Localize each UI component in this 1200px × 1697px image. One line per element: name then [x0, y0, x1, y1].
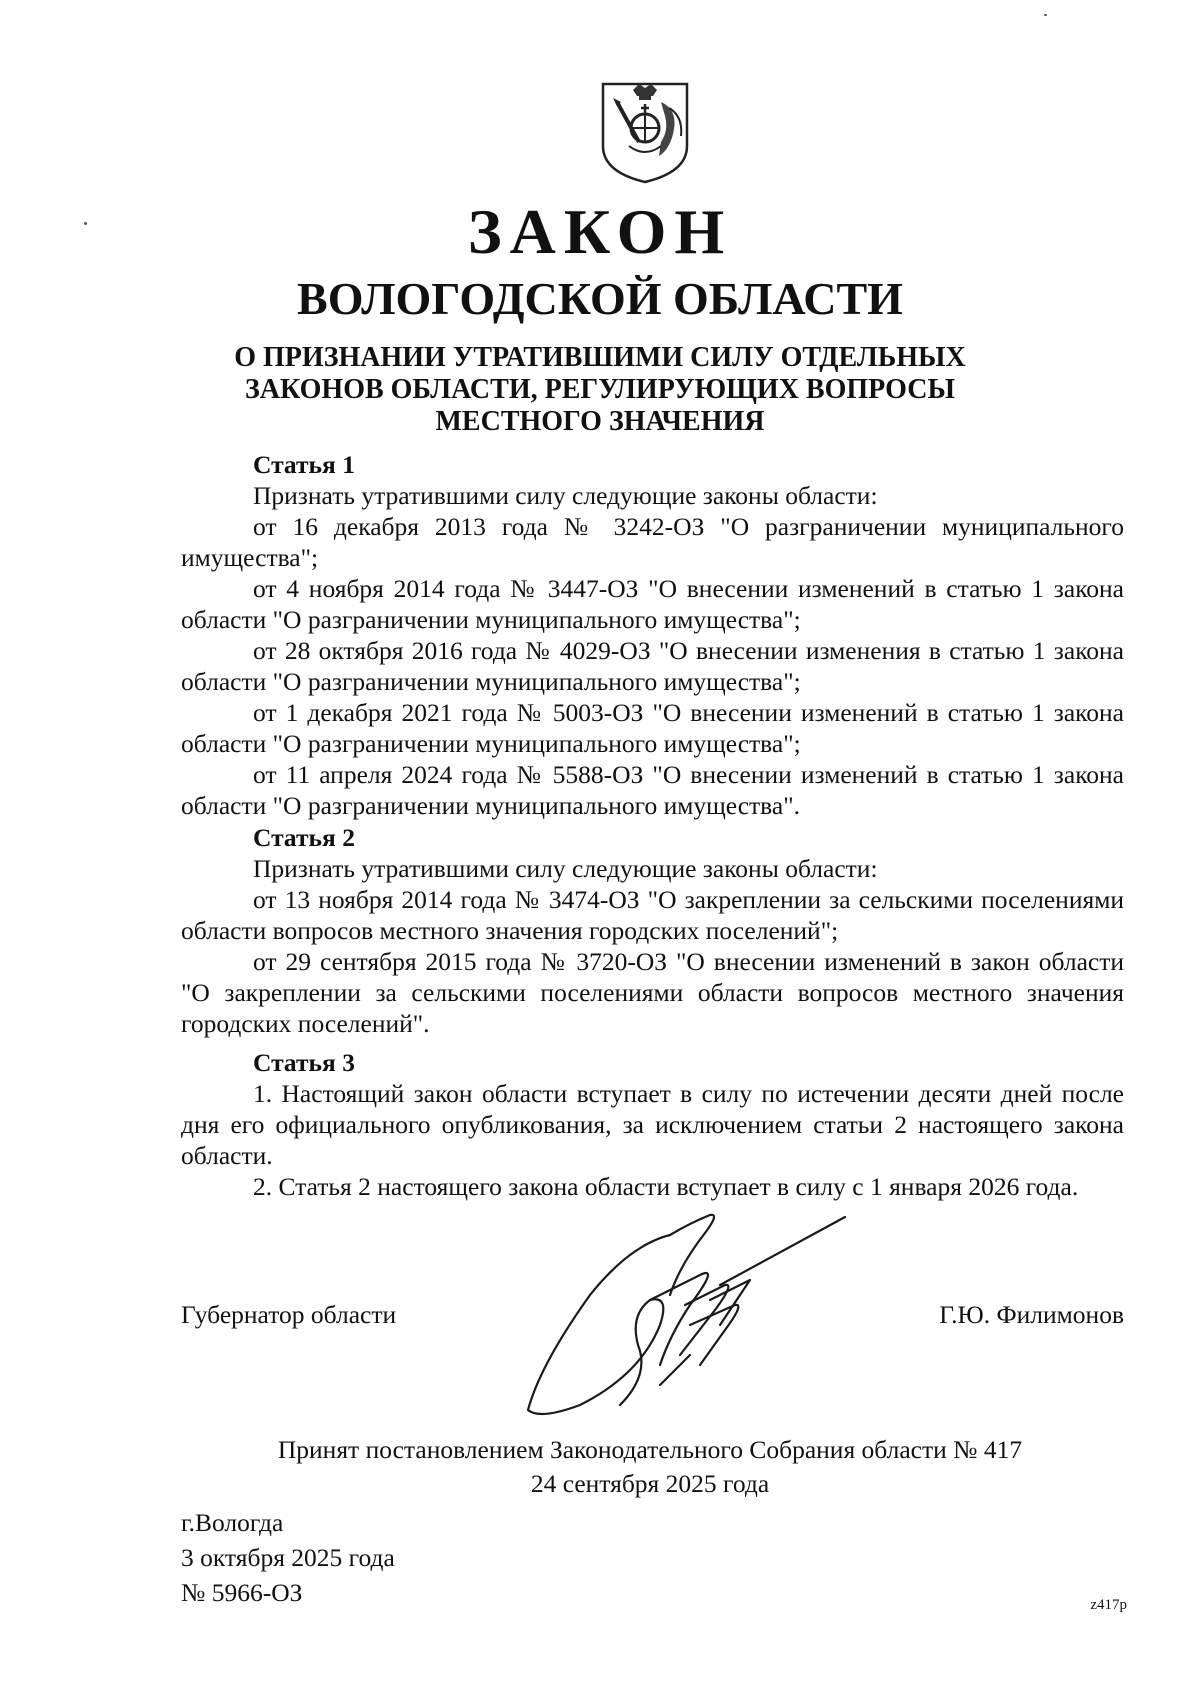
article-2 [181, 822, 1124, 1039]
article-paragraph: 1. Настоящий закон области вступает в силу по истечении десяти дней после дня его официального опубликования, за исключением статьи 2 настоящего закона области. [181, 1079, 1124, 1170]
article-heading: Статья 3 [253, 1048, 355, 1077]
handwritten-signature [520, 1205, 850, 1425]
document-type-title: ЗАКОН [467, 196, 733, 267]
city: г.Вологда [181, 1508, 284, 1537]
law-number: № 5966-ОЗ [181, 1578, 303, 1607]
region-title: ВОЛОГОДСКОЙ ОБЛАСТИ [297, 273, 903, 324]
article-paragraph: от 13 ноября 2014 года № 3474-ОЗ "О закреплении за сельскими поселениями области вопросов местного значения городских поселений"; [181, 885, 1124, 945]
signatory-name: Г.Ю. Филимонов [939, 1300, 1124, 1329]
article-3 [181, 1047, 1124, 1202]
article-heading: Статья 1 [253, 450, 355, 479]
document-code: z417p [1090, 1597, 1127, 1613]
signatory-position: Губернатор области [181, 1300, 397, 1329]
law-name [0, 342, 1200, 438]
article-paragraph: Признать утратившими силу следующие законы области: [253, 481, 878, 510]
article-paragraph: от 11 апреля 2024 года № 5588-ОЗ "О внесении изменений в статью 1 закона области "О разграничении муниципального имущества". [181, 760, 1124, 820]
article-paragraph: от 1 декабря 2021 года № 5003-ОЗ "О внесении изменений в статью 1 закона области "О разграничении муниципального имущества"; [181, 698, 1124, 758]
scan-speck [1044, 14, 1047, 16]
article-paragraph: от 28 октября 2016 года № 4029-ОЗ "О внесении изменения в статью 1 закона области "О разграничении муниципального имущества"; [181, 636, 1124, 696]
law-name-line: МЕСТНОГО ЗНАЧЕНИЯ [435, 406, 765, 437]
place-date-number [181, 1505, 395, 1610]
article-paragraph: от 4 ноября 2014 года № 3447-ОЗ "О внесении изменений в статью 1 закона области "О разграничении муниципального имущества"; [181, 574, 1124, 634]
adoption-date: 24 сентября 2025 года [530, 1469, 770, 1498]
article-heading: Статья 2 [253, 823, 355, 852]
article-paragraph: 2. Статья 2 настоящего закона области вступает в силу с 1 января 2026 года. [253, 1172, 1079, 1201]
law-name-line: ЗАКОНОВ ОБЛАСТИ, РЕГУЛИРУЮЩИХ ВОПРОСЫ [245, 374, 955, 405]
article-1 [181, 449, 1124, 821]
adoption-note [0, 1433, 1200, 1501]
adoption-line: Принят постановлением Законодательного Собрания области № 417 [277, 1435, 1023, 1464]
article-paragraph: от 16 декабря 2013 года № 3242-ОЗ "О разграничении муниципального имущества"; [181, 512, 1124, 572]
article-paragraph: от 29 сентября 2015 года № 3720-ОЗ "О внесении изменений в закон области "О закреплении за сельскими поселениями области вопросов местного значения городских поселений". [181, 947, 1124, 1038]
article-paragraph: Признать утратившими силу следующие законы области: [253, 854, 878, 883]
vologda-coat-of-arms-icon [599, 80, 691, 184]
law-date: 3 октября 2025 года [181, 1543, 395, 1572]
law-name-line: О ПРИЗНАНИИ УТРАТИВШИМИ СИЛУ ОТДЕЛЬНЫХ [234, 342, 966, 373]
